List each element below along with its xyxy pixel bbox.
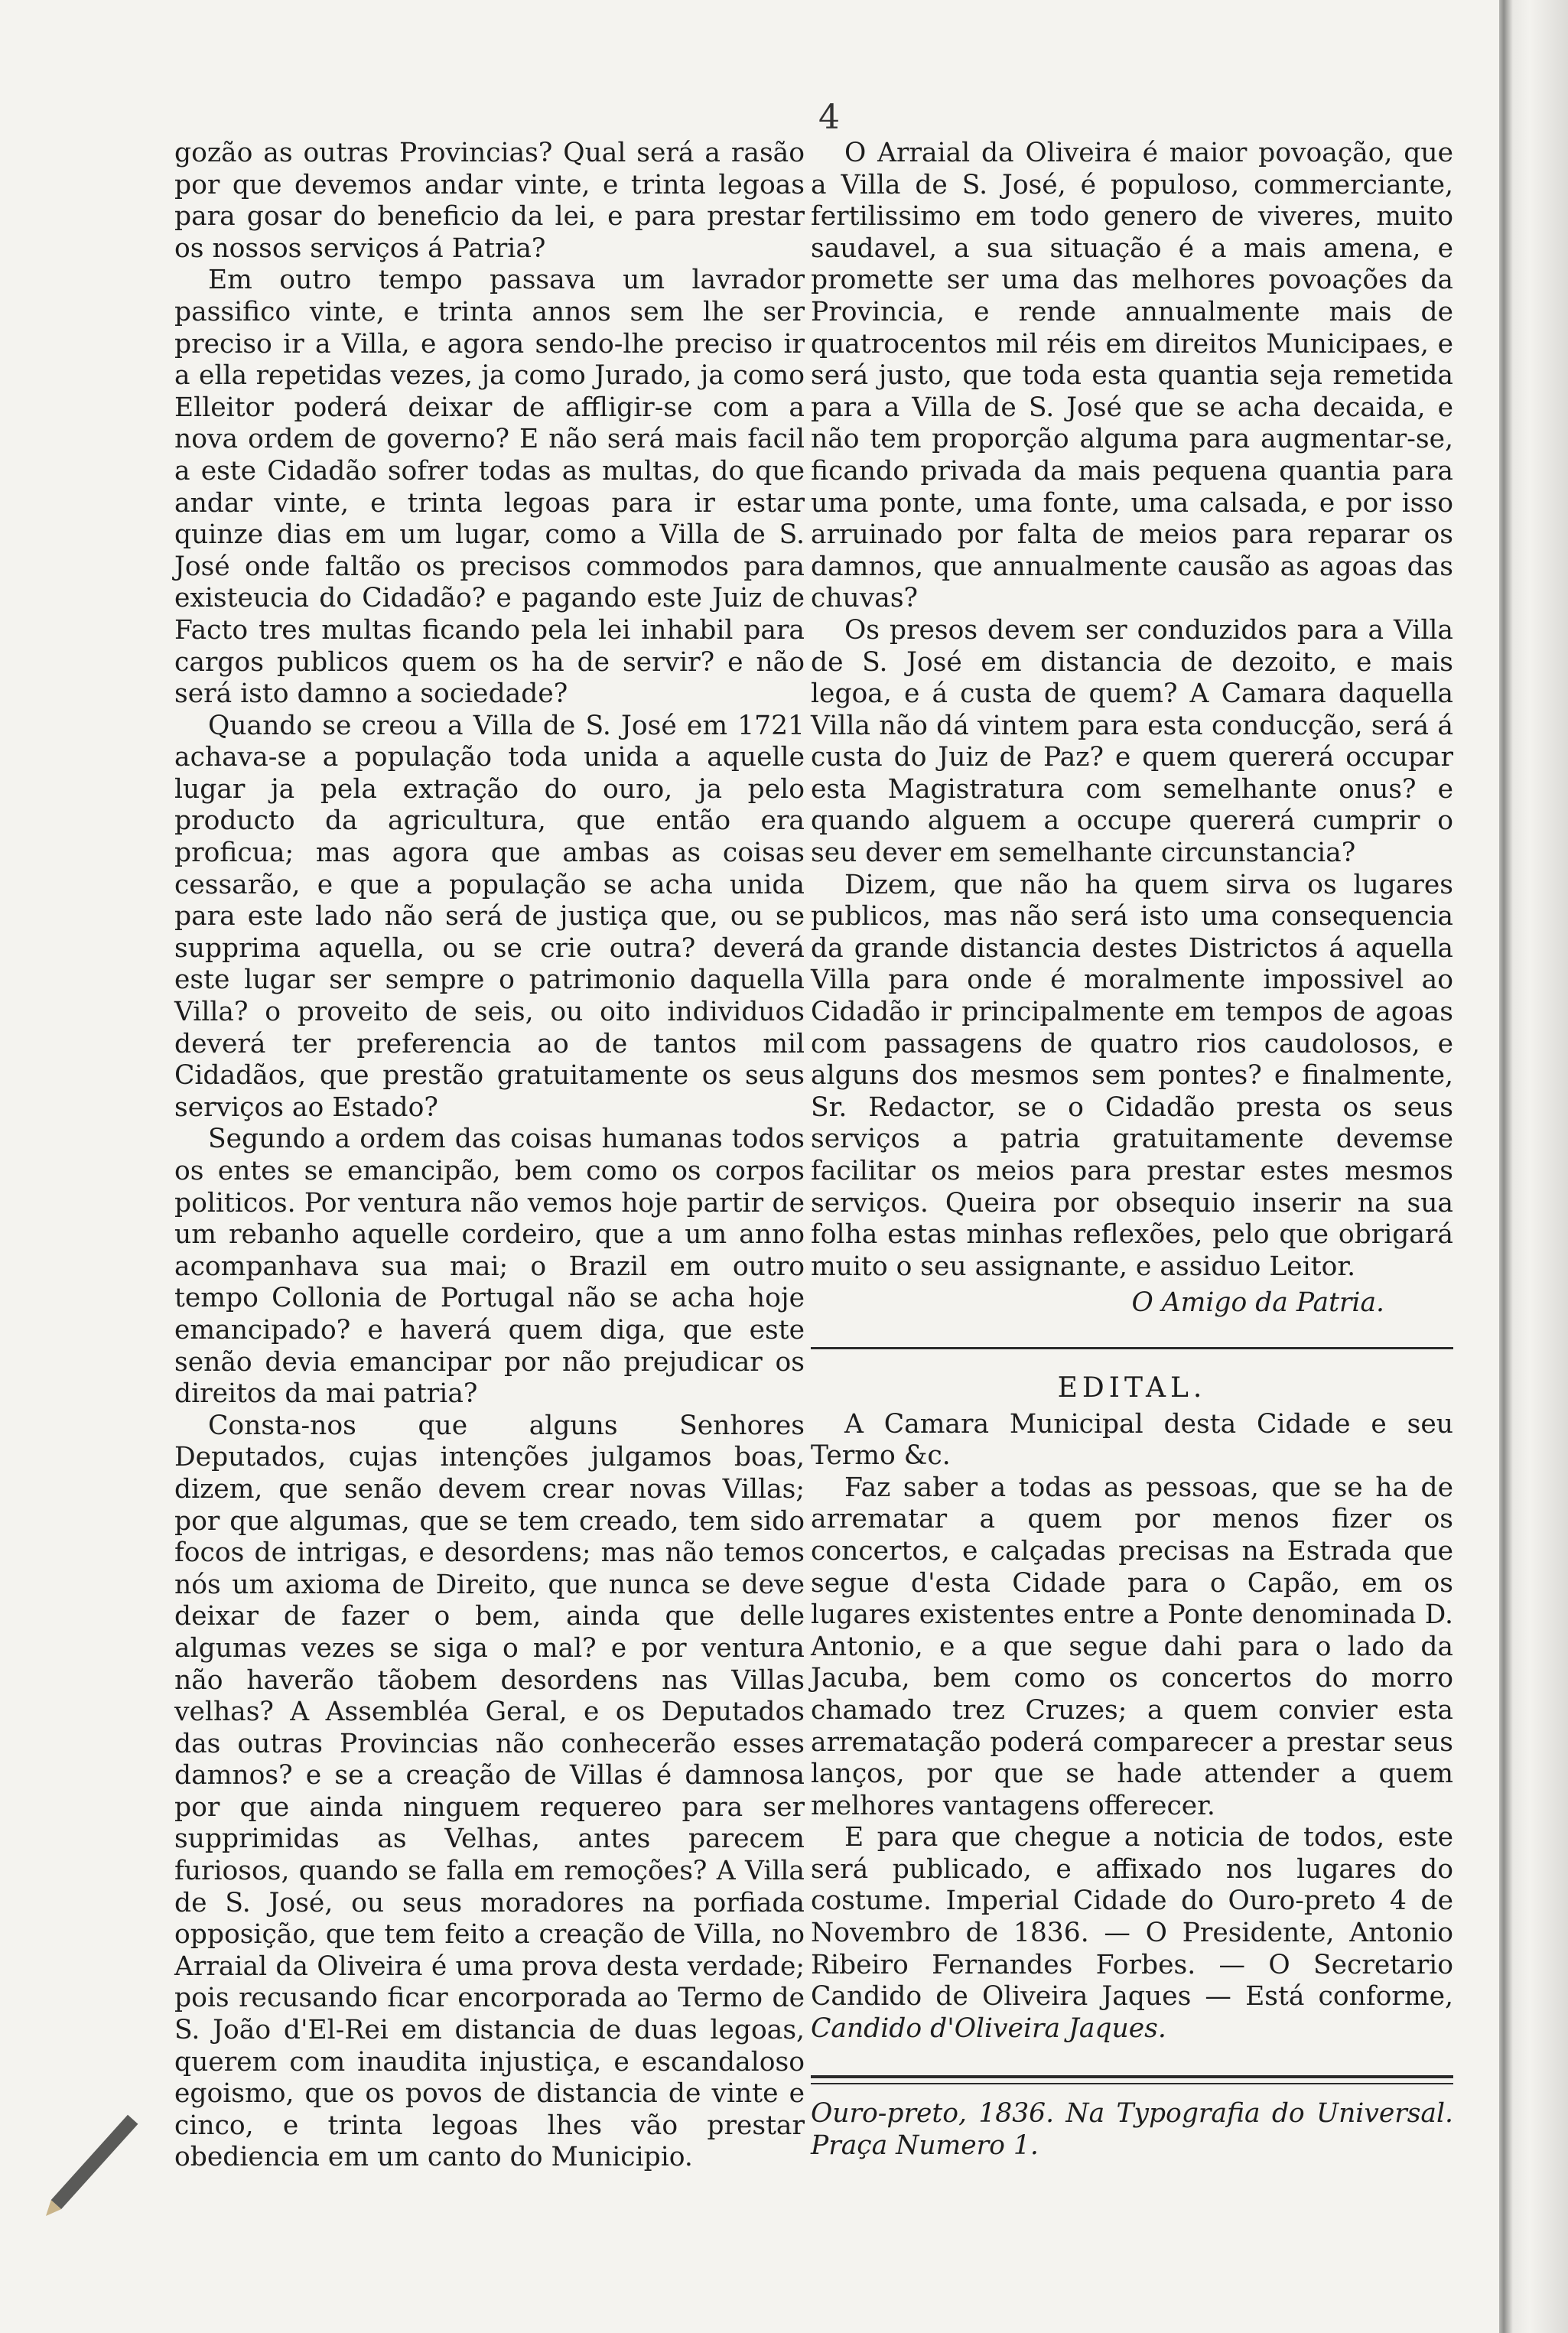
imprint-press: Na Typografia do Universal. Praça Numero 1.	[811, 2098, 1453, 2162]
imprint-place-date: Ouro-preto, 1836.	[811, 2098, 1055, 2130]
edital-closing-signature: Candido d'Oliveira Jaques.	[811, 2012, 1166, 2044]
pencil-tip-icon	[36, 2110, 142, 2224]
paragraph: Segundo a ordem das coisas humanas todos os entes se emancipão, bem como os corpos politicos. Por ventura não vemos hoje partir de um rebanho aquelle cordeiro, que a um anno acompanhava sua mai; o Brazil em outro tempo Collonia de Portugal não se acha hoje emancipado? e haverá quem diga, que este senão devia emancipar por não prejudicar os direitos da mai patria?	[174, 1124, 805, 1410]
section-divider	[811, 1347, 1453, 1349]
paragraph: O Arraial da Oliveira é maior povoação, que a Villa de S. José, é populoso, commerciante, fertilissimo em todo genero de viveres, muito saudavel, a sua situação é a mais amena, e promette ser uma das melhores povoações da Provincia, e rende annualmente mais de quatrocentos mil réis em direitos Municipaes, e será justo, que toda esta quantia seja remetida para a Villa de S. José que se acha decaida, e não tem proporção alguma para augmentar-se, ficando privada da mais pequena quantia para uma ponte, uma fonte, uma calsada, e por isso arruinado por falta de meios para reparar os damnos, que annualmente causão as agoas das chuvas?	[811, 138, 1453, 614]
edital-heading: EDITAL.	[1057, 1371, 1207, 1404]
paragraph: Os presos devem ser conduzidos para a Villa de S. José em distancia de dezoito, e mais legoa, e á custa de quem? A Camara daquella Villa não dá vintem para esta conducção, será á custa do Juiz de Paz? e quem quererá occupar esta Magistratura com semelhante onus? e quando alguem a occupe quererá cumprir o seu dever em semelhante circunstancia?	[811, 614, 1453, 869]
imprint-divider	[811, 2075, 1453, 2084]
letter-signature: O Amigo da Patria.	[1131, 1287, 1384, 1319]
paragraph: gozão as outras Provincias? Qual será a rasão por que devemos andar vinte, e trinta legoas para gosar do beneficio da lei, e para prestar os nossos serviços á Patria?	[174, 138, 805, 264]
paragraph: Dizem, que não ha quem sirva os lugares publicos, mas não será isto uma consequencia da grande distancia destes Districtos á aquella Villa para onde é moralmente impossivel ao Cidadão ir principalmente em tempos de agoas com passagens de quatro rios caudolosos, e alguns dos mesmos sem pontes? e finalmente, Sr. Redactor, se o Cidadão presta os seus serviços a patria gratuitamente devemse facilitar os meios para prestar estes mesmos serviços. Queira por obsequio inserir na sua folha estas minhas reflexões, pelo que obrigará muito o seu assignante, e assiduo Leitor.	[811, 869, 1453, 1282]
paragraph: Quando se creou a Villa de S. José em 1721 achava-se a população toda unida a aquelle lugar ja pela extração do ouro, ja pelo producto da agricultura, que então era proficua; mas agora que ambas as coisas cessarão, e que a população se acha unida para este lado não será de justiça que, ou se supprima aquella, ou se crie outra? deverá este lugar ser sempre o patrimonio daquella Villa? o proveito de seis, ou oito individuos deverá ter preferencia ao de tantos mil Cidadãos, que prestão gratuitamente os seus serviços ao Estado?	[174, 710, 805, 1123]
edital-intro: A Camara Municipal desta Cidade e seu Termo &c.	[811, 1408, 1453, 1472]
left-column	[174, 138, 805, 2174]
paragraph: Consta-nos que alguns Senhores Deputados, cujas intenções julgamos boas, dizem, que senão devem crear novas Villas; por que algumas, que se tem creado, tem sido focos de intrigas, e desordens; mas não temos nós um axioma de Direito, que nunca se deve deixar de fazer o bem, ainda que delle algumas vezes se siga o mal? e por ventura não haverão tãobem desordens nas Villas velhas? A Assembléa Geral, e os Deputados das outras Provincias não conhecerão esses damnos? e se a creação de Villas é damnosa por que ainda ninguem requereo para ser supprimidas as Velhas, antes parecem furiosos, quando se falla em remoções? A Villa de S. José, ou seus moradores na porfiada opposição, que tem feito a creação de Villa, no Arraial da Oliveira é uma prova desta verdade; pois recusando ficar encorporada ao Termo de S. João d'El-Rei em distancia de duas legoas, querem com inaudita injustiça, e escandaloso egoismo, que os povos de distancia de vinte e cinco, e trinta legoas lhes vão prestar obediencia em um canto do Municipio.	[174, 1410, 805, 2173]
edital-closing-text: E para que chegue a noticia de todos, este será publicado, e affixado nos lugares do costume. Imperial Cidade do Ouro-preto 4 de Novembro de 1836. — O Presidente, Antonio Ribeiro Fernandes Forbes. — O Secretario Candido de Oliveira Jaques — Está conforme,	[811, 1822, 1453, 2012]
edital-closing	[811, 1822, 1453, 2045]
imprint	[811, 2098, 1453, 2162]
page-number: 4	[818, 98, 840, 137]
paragraph: Em outro tempo passava um lavrador passifico vinte, e trinta annos sem lhe ser preciso ir a Villa, e agora sendo-lhe preciso ir a ella repetidas vezes, ja como Jurado, ja como Elleitor poderá deixar de affligir-se com a nova ordem de governo? E não será mais facil a este Cidadão sofrer todas as multas, do que andar vinte, e trinta legoas para ir estar quinze dias em um lugar, como a Villa de S. José onde faltão os precisos commodos para existeucia do Cidadão? e pagando este Juiz de Facto tres multas ficando pela lei inhabil para cargos publicos quem os ha de servir? e não será isto damno a sociedade?	[174, 265, 805, 710]
edital-body: Faz saber a todas as pessoas, que se ha de arrematar a quem por menos fizer os concertos, e calçadas precisas na Estrada que segue d'esta Cidade para o Capão, em os lugares existentes entre a Ponte denominada D. Antonio, e a que segue dahi para o lado da Jacuba, bem como os concertos do morro chamado trez Cruzes; a quem convier esta arrematação poderá comparecer a prestar seus lanços, por que se hade attender a quem melhores vantagens offerecer.	[811, 1472, 1453, 1821]
right-column	[811, 138, 1453, 2162]
page-edge-shadow	[1499, 0, 1568, 2333]
